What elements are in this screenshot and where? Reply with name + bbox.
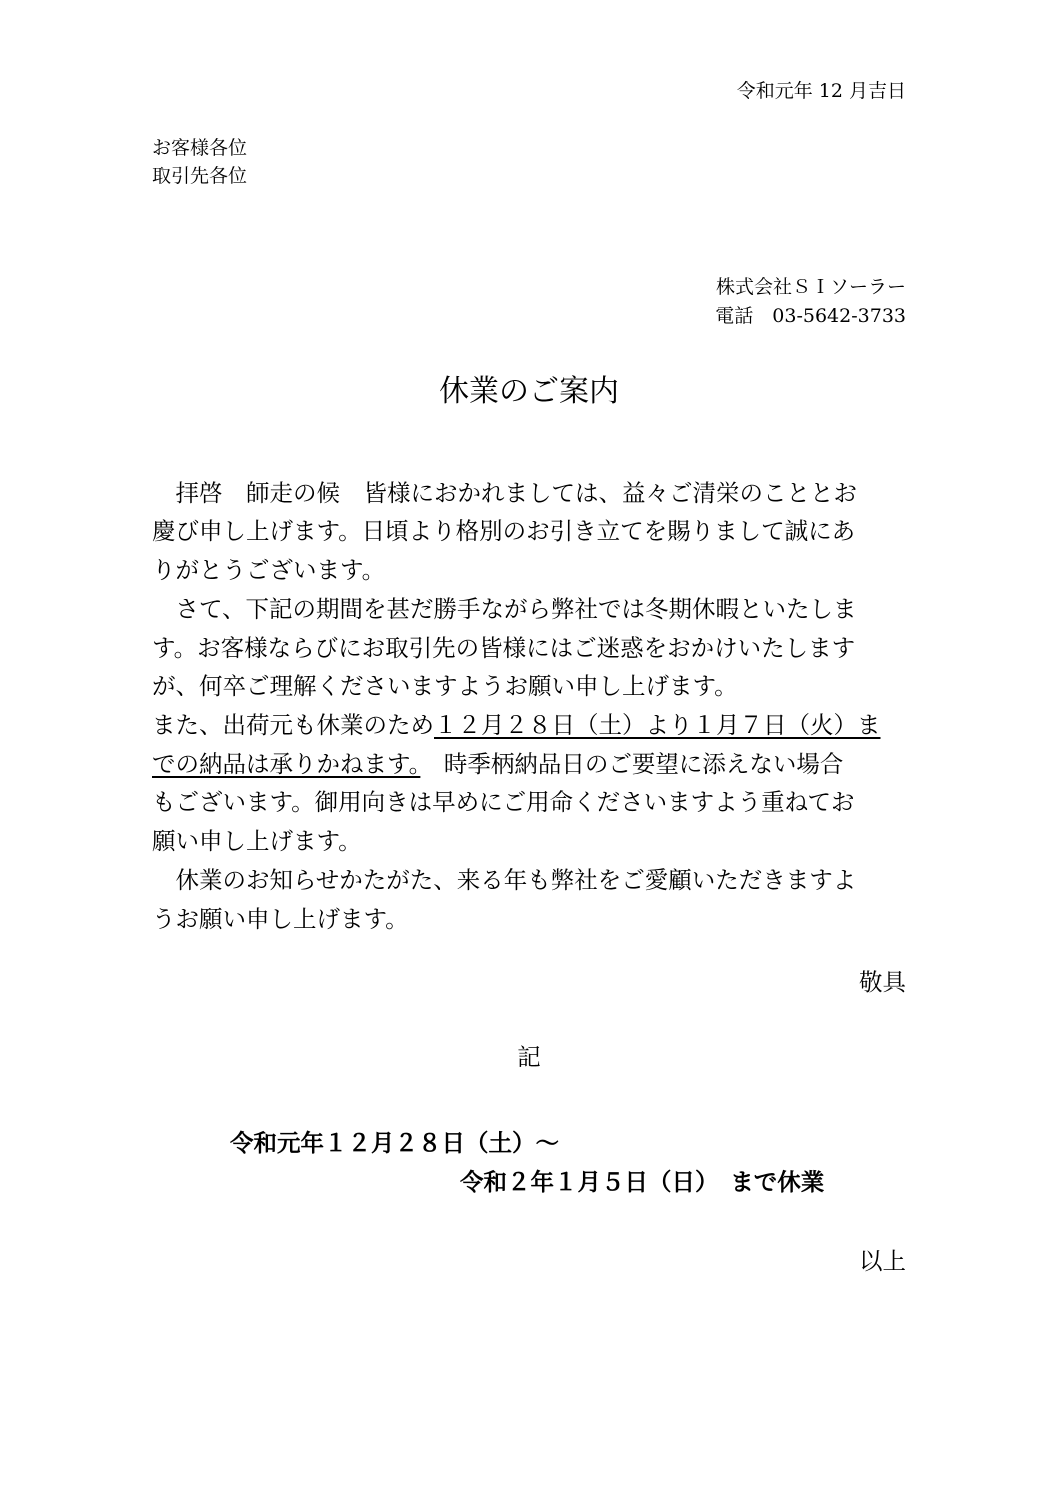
shipping-notice-prefix: また、出荷元も休業のため: [152, 711, 434, 739]
addressee-customers: お客様各位: [152, 137, 248, 159]
body-line: 慶び申し上げます。日頃より格別のお引き立てを賜りまして誠にあ: [152, 517, 856, 545]
letter-body: [152, 479, 912, 962]
body-line: 休業のお知らせかたがた、来る年も弊社をご愛顧いただきますよ: [152, 866, 857, 894]
closure-period-start: 令和元年１２月２８日（土）～: [230, 1129, 559, 1157]
body-line: が、何卒ご理解くださいますようお願い申し上げます。: [152, 672, 738, 700]
shipping-notice-rest: 時季柄納品日のご要望に添えない場合: [420, 750, 844, 778]
shipping-delivery-underlined: での納品は承りかねます。: [152, 750, 421, 778]
body-line: うお願い申し上げます。: [152, 905, 409, 933]
shipping-notice-line-1: [152, 711, 881, 739]
addressee-partners: 取引先各位: [152, 165, 248, 187]
sender-phone-label: 電話: [715, 305, 754, 327]
sender-phone-number: 03-5642-3733: [772, 305, 906, 327]
body-line: もございます。御用向きは早めにご用命くださいますよう重ねてお: [152, 788, 855, 816]
body-line: 願い申し上げます。: [152, 827, 362, 855]
ki-heading: 記: [517, 1043, 541, 1071]
body-line: りがとうございます。: [152, 556, 386, 584]
body-line: す。お客様ならびにお取引先の皆様にはご迷惑をおかけいたします: [152, 634, 856, 662]
end-mark: 以上: [859, 1247, 906, 1275]
closing-word: 敬具: [859, 968, 906, 996]
body-line: 拝啓 師走の候 皆様におかれましては、益々ご清栄のこととお: [152, 479, 857, 507]
body-line: さて、下記の期間を甚だ勝手ながら弊社では冬期休暇といたしま: [152, 595, 857, 623]
shipping-dates-underlined: １２月２８日（土）より１月７日（火）ま: [434, 711, 881, 739]
letter-date: 令和元年 12 月吉日: [736, 80, 906, 102]
sender-company: 株式会社ＳＩソーラー: [715, 276, 906, 298]
shipping-notice-line-2: [152, 750, 844, 778]
sender-phone: [715, 301, 906, 328]
document-title: 休業のご案内: [439, 374, 619, 409]
closure-period-end: 令和２年１月５日（日） まで休業: [460, 1168, 825, 1196]
